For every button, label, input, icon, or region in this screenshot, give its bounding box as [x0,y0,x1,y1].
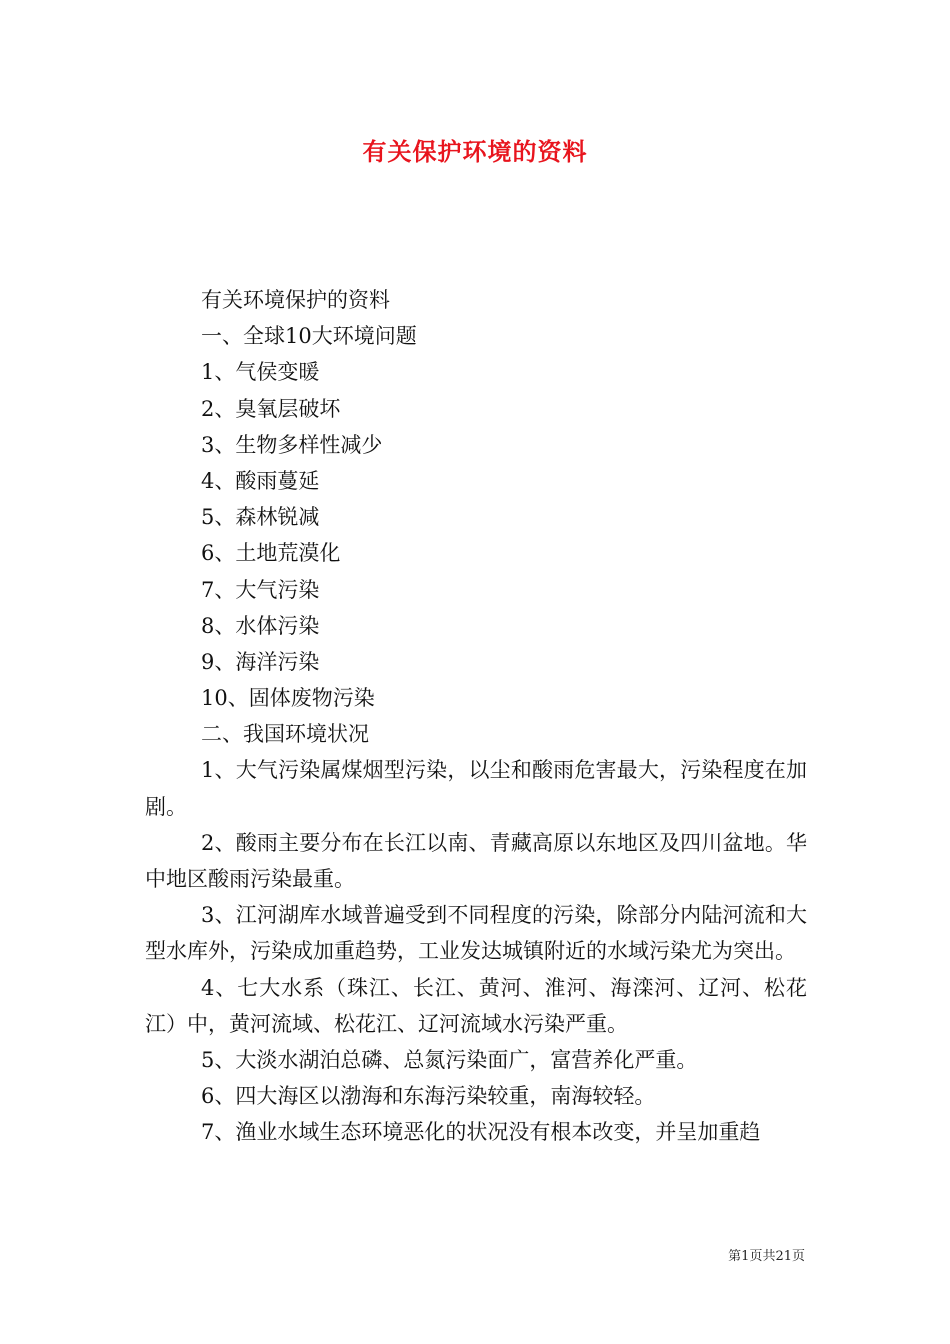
list-item: 9、海洋污染 [201,649,320,674]
paragraph: 1、大气污染属煤烟型污染，以尘和酸雨危害最大，污染程度在加剧。 [145,758,807,819]
section-heading-china-status: 二、我国环境状况 [201,722,369,747]
list-item: 1、气侯变暖 [201,360,320,385]
list-item: 5、森林锐减 [201,505,320,530]
list-item: 2、臭氧层破坏 [201,396,341,421]
paragraph: 5、大淡水湖泊总磷、总氮污染面广，富营养化严重。 [201,1048,698,1073]
document-body [145,282,807,1151]
paragraph: 7、渔业水域生态环境恶化的状况没有根本改变，并呈加重趋 [201,1120,761,1145]
list-item: 6、土地荒漠化 [201,541,341,566]
page-title: 有关保护环境的资料 [362,137,588,166]
list-item: 3、生物多样性减少 [201,432,383,457]
list-item: 8、水体污染 [201,613,320,638]
subtitle: 有关环境保护的资料 [201,288,390,312]
paragraph: 4、七大水系（珠江、长江、黄河、淮河、海滦河、辽河、松花江）中，黄河流域、松花江、辽河流域水污染严重。 [145,975,807,1036]
page-number: 第1页共21页 [728,1249,805,1264]
list-item: 4、酸雨蔓延 [201,468,320,493]
list-item: 7、大气污染 [201,577,320,602]
list-item: 10、固体废物污染 [201,686,375,711]
paragraph: 2、酸雨主要分布在长江以南、青藏高原以东地区及四川盆地。华中地区酸雨污染最重。 [145,830,807,892]
paragraph: 3、江河湖库水域普遍受到不同程度的污染，除部分内陆河流和大型水库外，污染成加重趋势，工业发达城镇附近的水域污染尤为突出。 [145,903,807,964]
paragraph: 6、四大海区以渤海和东海污染较重，南海较轻。 [201,1084,656,1109]
section-heading-global-issues: 一、全球10大环境问题 [201,324,417,349]
